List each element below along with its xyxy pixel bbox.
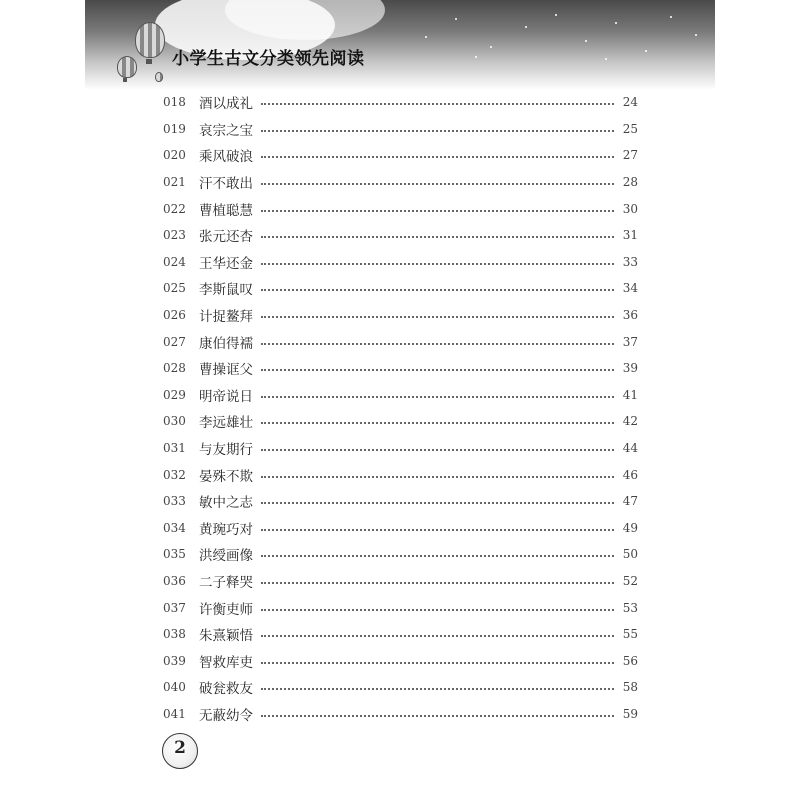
toc-entry-page: 58 bbox=[622, 680, 638, 695]
toc-dot-leader bbox=[261, 236, 614, 238]
toc-entry-page: 47 bbox=[622, 494, 638, 509]
toc-dot-leader bbox=[261, 316, 614, 318]
toc-entry-title: 朱熹颖悟 bbox=[199, 628, 253, 645]
hot-air-balloon-icon bbox=[135, 22, 165, 58]
toc-entry[interactable] bbox=[163, 408, 638, 435]
toc-entry[interactable] bbox=[163, 382, 638, 409]
toc-entry-title: 康伯得襦 bbox=[199, 335, 253, 352]
toc-entry-title: 智救库吏 bbox=[199, 654, 253, 671]
toc-entry-page: 24 bbox=[622, 95, 638, 110]
toc-dot-leader bbox=[261, 582, 614, 584]
toc-entry-title: 洪绶画像 bbox=[199, 548, 253, 565]
toc-entry-number: 020 bbox=[163, 148, 186, 163]
toc-dot-leader bbox=[261, 662, 614, 664]
toc-dot-leader bbox=[261, 688, 614, 690]
toc-entry-title: 曹植聪慧 bbox=[199, 202, 253, 219]
toc-dot-leader bbox=[261, 449, 614, 451]
toc-entry[interactable] bbox=[163, 701, 638, 728]
toc-entry-page: 52 bbox=[622, 573, 638, 588]
toc-entry[interactable] bbox=[163, 435, 638, 462]
toc-entry[interactable] bbox=[163, 647, 638, 674]
toc-dot-leader bbox=[261, 343, 614, 345]
toc-dot-leader bbox=[261, 289, 614, 291]
toc-entry-number: 019 bbox=[163, 121, 186, 136]
toc-entry-page: 25 bbox=[622, 121, 638, 136]
toc-dot-leader bbox=[261, 476, 614, 478]
toc-entry-page: 28 bbox=[622, 175, 638, 190]
toc-entry[interactable] bbox=[163, 195, 638, 222]
table-of-contents bbox=[163, 89, 638, 727]
toc-entry-title: 明帝说日 bbox=[199, 388, 253, 405]
toc-entry-title: 王华还金 bbox=[199, 255, 253, 272]
toc-entry-page: 50 bbox=[622, 547, 638, 562]
toc-entry-number: 041 bbox=[163, 706, 186, 721]
toc-entry-number: 035 bbox=[163, 547, 186, 562]
toc-dot-leader bbox=[261, 183, 614, 185]
page-number-badge bbox=[162, 733, 198, 769]
toc-entry-number: 028 bbox=[163, 361, 186, 376]
toc-entry[interactable] bbox=[163, 328, 638, 355]
toc-dot-leader bbox=[261, 502, 614, 504]
toc-entry-number: 034 bbox=[163, 520, 186, 535]
toc-entry-title: 酒以成礼 bbox=[199, 96, 253, 113]
toc-entry-title: 曹操诓父 bbox=[199, 362, 253, 379]
toc-entry-number: 023 bbox=[163, 228, 186, 243]
toc-entry-page: 33 bbox=[622, 254, 638, 269]
toc-entry[interactable] bbox=[163, 541, 638, 568]
toc-entry[interactable] bbox=[163, 488, 638, 515]
toc-entry[interactable] bbox=[163, 568, 638, 595]
toc-entry[interactable] bbox=[163, 222, 638, 249]
toc-entry-title: 敏中之志 bbox=[199, 495, 253, 512]
toc-dot-leader bbox=[261, 210, 614, 212]
toc-dot-leader bbox=[261, 635, 614, 637]
toc-entry-page: 39 bbox=[622, 361, 638, 376]
star-sparkles-decoration bbox=[415, 6, 715, 66]
toc-entry-page: 27 bbox=[622, 148, 638, 163]
toc-entry[interactable] bbox=[163, 302, 638, 329]
hot-air-balloon-icon bbox=[155, 72, 163, 82]
toc-entry[interactable] bbox=[163, 169, 638, 196]
toc-entry[interactable] bbox=[163, 621, 638, 648]
toc-entry-title: 无蔽幼令 bbox=[199, 707, 253, 724]
toc-entry-number: 031 bbox=[163, 441, 186, 456]
toc-dot-leader bbox=[261, 130, 614, 132]
toc-entry-number: 022 bbox=[163, 201, 186, 216]
toc-entry-number: 027 bbox=[163, 334, 186, 349]
toc-entry-page: 46 bbox=[622, 467, 638, 482]
toc-entry-page: 59 bbox=[622, 706, 638, 721]
toc-entry-number: 021 bbox=[163, 175, 186, 190]
toc-dot-leader bbox=[261, 555, 614, 557]
toc-entry-title: 乘风破浪 bbox=[199, 149, 253, 166]
toc-entry[interactable] bbox=[163, 142, 638, 169]
toc-entry[interactable] bbox=[163, 594, 638, 621]
toc-dot-leader bbox=[261, 529, 614, 531]
toc-entry-title: 李远雄壮 bbox=[199, 415, 253, 432]
toc-entry-number: 026 bbox=[163, 308, 186, 323]
toc-entry-number: 025 bbox=[163, 281, 186, 296]
hot-air-balloon-icon bbox=[117, 56, 137, 78]
toc-dot-leader bbox=[261, 263, 614, 265]
toc-entry[interactable] bbox=[163, 515, 638, 542]
toc-entry-title: 晏殊不欺 bbox=[199, 468, 253, 485]
toc-entry-title: 张元还杏 bbox=[199, 229, 253, 246]
toc-entry-title: 与友期行 bbox=[199, 442, 253, 459]
toc-entry-number: 040 bbox=[163, 680, 186, 695]
toc-dot-leader bbox=[261, 396, 614, 398]
toc-entry-page: 36 bbox=[622, 308, 638, 323]
toc-entry-number: 036 bbox=[163, 573, 186, 588]
toc-dot-leader bbox=[261, 103, 614, 105]
toc-entry-page: 49 bbox=[622, 520, 638, 535]
balloon-basket-icon bbox=[146, 59, 152, 64]
toc-entry-number: 029 bbox=[163, 387, 186, 402]
page-number: 2 bbox=[174, 738, 186, 758]
balloon-basket-icon bbox=[123, 78, 127, 82]
toc-entry-page: 37 bbox=[622, 334, 638, 349]
toc-entry-number: 030 bbox=[163, 414, 186, 429]
toc-entry[interactable] bbox=[163, 275, 638, 302]
toc-entry-title: 计捉鳌拜 bbox=[199, 309, 253, 326]
toc-entry-page: 53 bbox=[622, 600, 638, 615]
toc-entry-title: 黄琬巧对 bbox=[199, 521, 253, 538]
toc-entry-title: 汗不敢出 bbox=[199, 176, 253, 193]
toc-entry-page: 44 bbox=[622, 441, 638, 456]
toc-entry-number: 033 bbox=[163, 494, 186, 509]
toc-entry-number: 037 bbox=[163, 600, 186, 615]
toc-entry-number: 039 bbox=[163, 653, 186, 668]
toc-entry[interactable] bbox=[163, 89, 638, 116]
toc-entry-page: 56 bbox=[622, 653, 638, 668]
toc-entry-page: 42 bbox=[622, 414, 638, 429]
toc-dot-leader bbox=[261, 715, 614, 717]
toc-entry-title: 许衡吏师 bbox=[199, 601, 253, 618]
toc-entry-page: 34 bbox=[622, 281, 638, 296]
toc-entry[interactable] bbox=[163, 249, 638, 276]
toc-entry-title: 二子释哭 bbox=[199, 574, 253, 591]
toc-entry-number: 032 bbox=[163, 467, 186, 482]
toc-entry[interactable] bbox=[163, 116, 638, 143]
toc-dot-leader bbox=[261, 369, 614, 371]
toc-entry[interactable] bbox=[163, 355, 638, 382]
toc-entry-title: 破瓮救友 bbox=[199, 681, 253, 698]
toc-dot-leader bbox=[261, 156, 614, 158]
toc-entry-number: 038 bbox=[163, 627, 186, 642]
toc-entry-page: 31 bbox=[622, 228, 638, 243]
toc-entry-title: 哀宗之宝 bbox=[199, 122, 253, 139]
toc-dot-leader bbox=[261, 422, 614, 424]
toc-entry-number: 018 bbox=[163, 95, 186, 110]
toc-dot-leader bbox=[261, 609, 614, 611]
book-title: 小学生古文分类领先阅读 bbox=[172, 49, 365, 69]
toc-entry-page: 55 bbox=[622, 627, 638, 642]
toc-entry[interactable] bbox=[163, 461, 638, 488]
toc-entry-page: 41 bbox=[622, 387, 638, 402]
toc-entry-number: 024 bbox=[163, 254, 186, 269]
toc-entry-title: 李斯鼠叹 bbox=[199, 282, 253, 299]
toc-entry-page: 30 bbox=[622, 201, 638, 216]
toc-entry[interactable] bbox=[163, 674, 638, 701]
